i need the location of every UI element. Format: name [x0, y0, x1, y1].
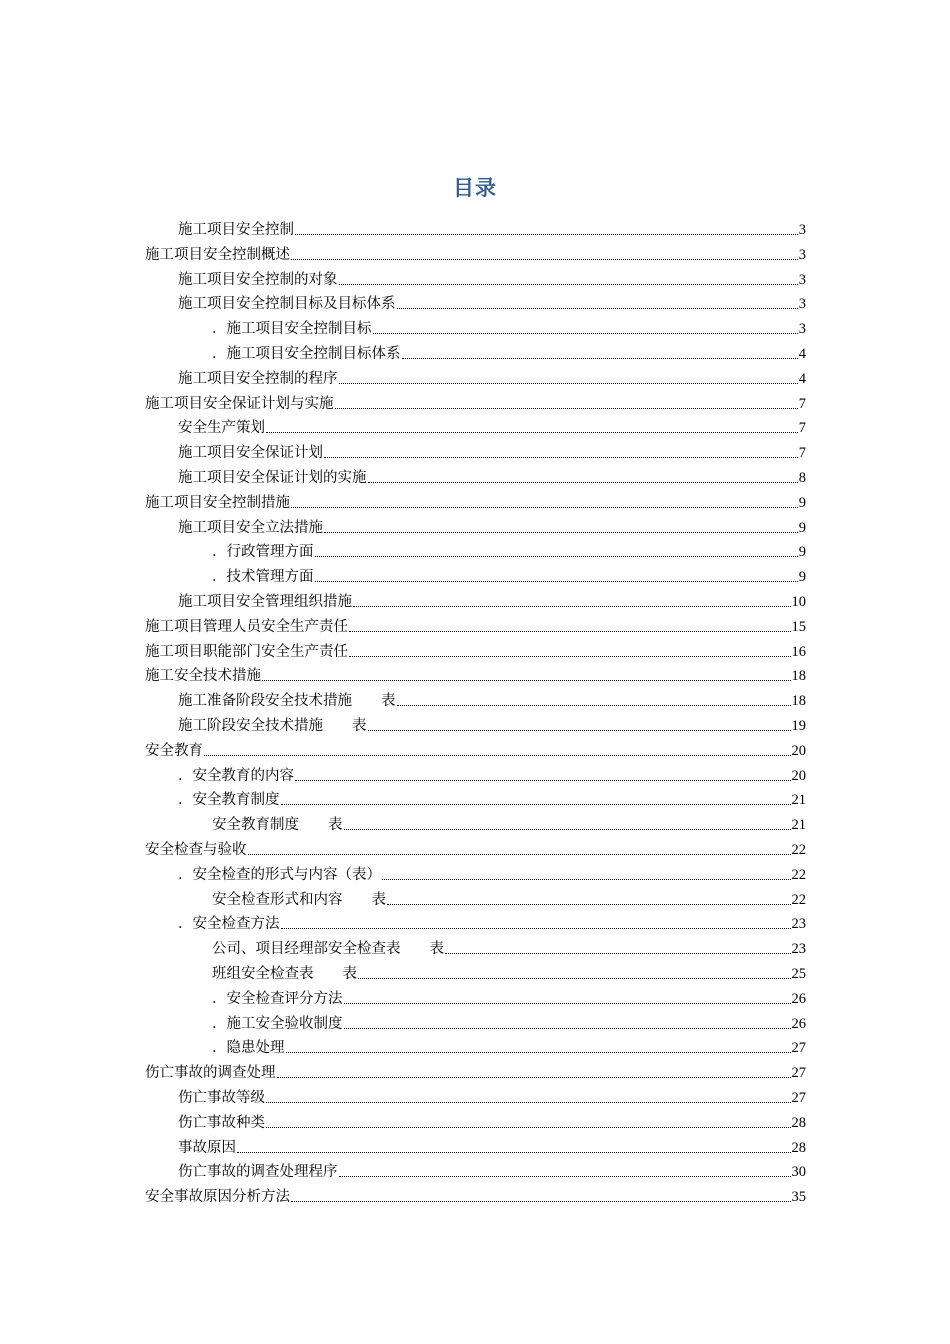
toc-entry[interactable] — [178, 217, 806, 239]
toc-entry-page-number: 8 — [798, 470, 806, 486]
toc-entry-page-number: 21 — [791, 817, 806, 834]
toc-entry-title: 伤亡事故种类 — [178, 1114, 265, 1131]
toc-entry-page-number: 20 — [791, 742, 806, 759]
toc-entry-title: ．技术管理方面 — [212, 569, 314, 586]
toc-entry[interactable] — [212, 539, 806, 561]
dot-leader — [204, 755, 791, 756]
toc-entry-title: ．安全检查的形式与内容（表） — [178, 866, 381, 883]
toc-entry-title: ．安全教育制度 — [178, 792, 280, 809]
toc-entry[interactable] — [178, 1110, 806, 1132]
dot-leader — [291, 1201, 791, 1202]
toc-entry[interactable] — [178, 1085, 806, 1107]
toc-entry[interactable] — [145, 1060, 806, 1082]
toc-entry[interactable] — [145, 242, 806, 264]
dot-leader — [445, 953, 791, 954]
toc-entry-page-number: 7 — [798, 445, 806, 462]
toc-entry-title: 伤亡事故的调查处理 — [145, 1065, 276, 1082]
toc-entry[interactable] — [212, 316, 806, 338]
toc-entry[interactable] — [178, 366, 806, 388]
dot-leader — [368, 482, 798, 483]
toc-entry[interactable] — [145, 663, 806, 685]
dot-leader — [402, 358, 798, 359]
dot-leader — [315, 581, 798, 582]
dot-leader — [349, 656, 791, 657]
toc-entry-title: 安全生产策划 — [178, 420, 265, 437]
toc-entry-page-number: 26 — [791, 990, 806, 1007]
dot-leader — [237, 1152, 791, 1153]
toc-entry-title: 班组安全检查表 表 — [212, 966, 357, 982]
toc-entry[interactable] — [212, 341, 806, 363]
toc-entry-page-number: 28 — [791, 1139, 806, 1156]
dot-leader — [344, 1028, 791, 1029]
toc-entry-title: 施工项目安全控制的对象 — [178, 271, 338, 288]
dot-leader — [262, 680, 791, 681]
toc-entry-page-number: 26 — [791, 1015, 806, 1032]
toc-entry[interactable] — [212, 564, 806, 586]
toc-entry-title: 施工项目安全控制目标及目标体系 — [178, 296, 396, 313]
dot-leader — [266, 432, 798, 433]
dot-leader — [248, 854, 791, 855]
toc-entry[interactable] — [178, 465, 806, 487]
dot-leader — [397, 705, 791, 706]
dot-leader — [368, 730, 791, 731]
toc-entry-title: 施工项目管理人员安全生产责任 — [145, 618, 348, 635]
toc-entry-page-number: 9 — [798, 544, 806, 561]
dot-leader — [315, 556, 798, 557]
toc-entry[interactable] — [178, 713, 806, 735]
toc-entry-page-number: 22 — [791, 842, 806, 858]
toc-entry[interactable] — [212, 1011, 806, 1033]
dot-leader — [291, 507, 798, 508]
toc-entry-title: 安全检查形式和内容 表 — [212, 891, 386, 908]
toc-entry[interactable] — [178, 1135, 806, 1157]
toc-entry[interactable] — [178, 415, 806, 437]
toc-entry-page-number: 9 — [798, 569, 806, 586]
toc-entry-page-number: 20 — [791, 767, 806, 784]
toc-entry[interactable] — [178, 688, 806, 710]
dot-leader — [277, 1077, 791, 1078]
toc-entry-page-number: 9 — [798, 519, 806, 536]
toc-entry[interactable] — [145, 1184, 806, 1206]
toc-entry-title: 施工项目安全保证计划 — [178, 445, 323, 462]
toc-entry[interactable] — [145, 490, 806, 512]
dot-leader — [373, 333, 798, 334]
toc-entry[interactable] — [212, 1035, 806, 1057]
toc-entry[interactable] — [212, 812, 806, 834]
toc-entry-page-number: 27 — [791, 1065, 806, 1082]
toc-entry-page-number: 4 — [798, 370, 806, 387]
dot-leader — [387, 904, 791, 905]
toc-entry-title: 施工项目安全保证计划与实施 — [145, 395, 334, 412]
toc-entry-title: 安全教育 — [145, 742, 203, 759]
dot-leader — [397, 308, 798, 309]
dot-leader — [349, 631, 791, 632]
dot-leader — [286, 1052, 791, 1053]
toc-entry-page-number: 25 — [791, 966, 806, 982]
toc-entry-title: ．安全检查方法 — [178, 916, 280, 933]
toc-entry-title: ．隐患处理 — [212, 1040, 285, 1057]
dot-leader — [344, 829, 791, 830]
toc-entry-page-number: 3 — [798, 296, 806, 313]
toc-entry[interactable] — [178, 291, 806, 313]
toc-entry-title: 伤亡事故等级 — [178, 1090, 265, 1106]
toc-entry-page-number: 18 — [791, 693, 806, 710]
toc-entry-page-number: 35 — [791, 1189, 806, 1206]
toc-entry-page-number: 23 — [791, 941, 806, 958]
toc-entry-title: 施工项目安全控制 — [178, 222, 294, 238]
toc-entry-page-number: 19 — [791, 718, 806, 734]
toc-entry-page-number: 27 — [791, 1040, 806, 1057]
toc-entry-title: 公司、项目经理部安全检查表 表 — [212, 941, 444, 958]
toc-entry-page-number: 4 — [798, 346, 806, 362]
toc-title: 目录 — [453, 176, 497, 200]
dot-leader — [382, 879, 791, 880]
dot-leader — [339, 383, 798, 384]
toc-entry-title: 施工项目安全控制措施 — [145, 494, 290, 511]
toc-entry-page-number: 21 — [791, 792, 806, 809]
dot-leader — [281, 928, 791, 929]
toc-entry[interactable] — [178, 267, 806, 289]
toc-entry[interactable] — [178, 515, 806, 537]
toc-entry-title: ．安全检查评分方法 — [212, 990, 343, 1007]
toc-entry[interactable] — [145, 614, 806, 636]
toc-entry[interactable] — [178, 763, 806, 785]
toc-entry-page-number: 9 — [798, 494, 806, 511]
toc-entry[interactable] — [178, 589, 806, 611]
toc-entry[interactable] — [178, 1159, 806, 1181]
toc-entry-page-number: 16 — [791, 643, 806, 660]
dot-leader — [358, 978, 791, 979]
dot-leader — [266, 1102, 791, 1103]
toc-entry[interactable] — [212, 936, 806, 958]
toc-entry[interactable] — [178, 787, 806, 809]
toc-entry[interactable] — [145, 391, 806, 413]
toc-entry-title: ．安全教育的内容 — [178, 767, 294, 784]
dot-leader — [344, 1003, 791, 1004]
dot-leader — [353, 606, 791, 607]
toc-entry-title: 施工项目安全控制的程序 — [178, 370, 338, 387]
toc-entry-title: ．施工项目安全控制目标 — [212, 321, 372, 338]
toc-entry-page-number: 7 — [798, 420, 806, 437]
toc-entry[interactable] — [212, 961, 806, 983]
toc-entry-title: 安全事故原因分析方法 — [145, 1189, 290, 1206]
toc-entry-page-number: 7 — [798, 395, 806, 412]
toc-entry-title: 安全检查与验收 — [145, 842, 247, 858]
toc-entry[interactable] — [178, 911, 806, 933]
toc-entry-title: 伤亡事故的调查处理程序 — [178, 1164, 338, 1181]
dot-leader — [335, 408, 798, 409]
toc-entry-title: 施工项目安全管理组织措施 — [178, 594, 352, 610]
toc-entry-title: 施工项目职能部门安全生产责任 — [145, 643, 348, 660]
toc-entry-page-number: 18 — [791, 668, 806, 685]
toc-entry[interactable] — [145, 837, 806, 859]
toc-entry-title: ．行政管理方面 — [212, 544, 314, 561]
toc-entry-page-number: 27 — [791, 1090, 806, 1106]
toc-entry-page-number: 3 — [798, 321, 806, 338]
toc-entry[interactable] — [178, 862, 806, 884]
toc-entry-page-number: 22 — [791, 866, 806, 883]
dot-leader — [295, 780, 791, 781]
toc-entry-title: 施工项目安全保证计划的实施 — [178, 470, 367, 486]
dot-leader — [281, 804, 791, 805]
toc-entry-title: 事故原因 — [178, 1139, 236, 1156]
toc-entry-page-number: 22 — [791, 891, 806, 908]
toc-entry-title: 施工项目安全立法措施 — [178, 519, 323, 536]
dot-leader — [291, 259, 798, 260]
toc-entry[interactable] — [212, 986, 806, 1008]
dot-leader — [339, 1176, 791, 1177]
toc-entry[interactable] — [178, 440, 806, 462]
toc-entry-title: 施工安全技术措施 — [145, 668, 261, 685]
toc-entry-page-number: 10 — [791, 594, 806, 610]
toc-entry-page-number: 3 — [798, 271, 806, 288]
toc-entry-page-number: 28 — [791, 1114, 806, 1131]
toc-entry-title: ．施工安全验收制度 — [212, 1015, 343, 1032]
toc-entry[interactable] — [212, 887, 806, 909]
toc-entry-page-number: 15 — [791, 618, 806, 635]
dot-leader — [324, 532, 798, 533]
toc-entry-page-number: 23 — [791, 916, 806, 933]
dot-leader — [324, 457, 798, 458]
toc-entry[interactable] — [145, 639, 806, 661]
dot-leader — [295, 234, 798, 235]
toc-entry-page-number: 3 — [798, 222, 806, 238]
toc-entry-page-number: 30 — [791, 1164, 806, 1181]
toc-entry-title: 施工阶段安全技术措施 表 — [178, 718, 367, 734]
dot-leader — [266, 1127, 791, 1128]
toc-entry-title: 施工准备阶段安全技术措施 表 — [178, 693, 396, 710]
toc-entry-title: 安全教育制度 表 — [212, 817, 343, 834]
toc-entry-title: 施工项目安全控制概述 — [145, 246, 290, 263]
toc-entry-title: ．施工项目安全控制目标体系 — [212, 346, 401, 362]
dot-leader — [339, 284, 798, 285]
toc-entry-page-number: 3 — [798, 246, 806, 263]
toc-entry[interactable] — [145, 738, 806, 760]
